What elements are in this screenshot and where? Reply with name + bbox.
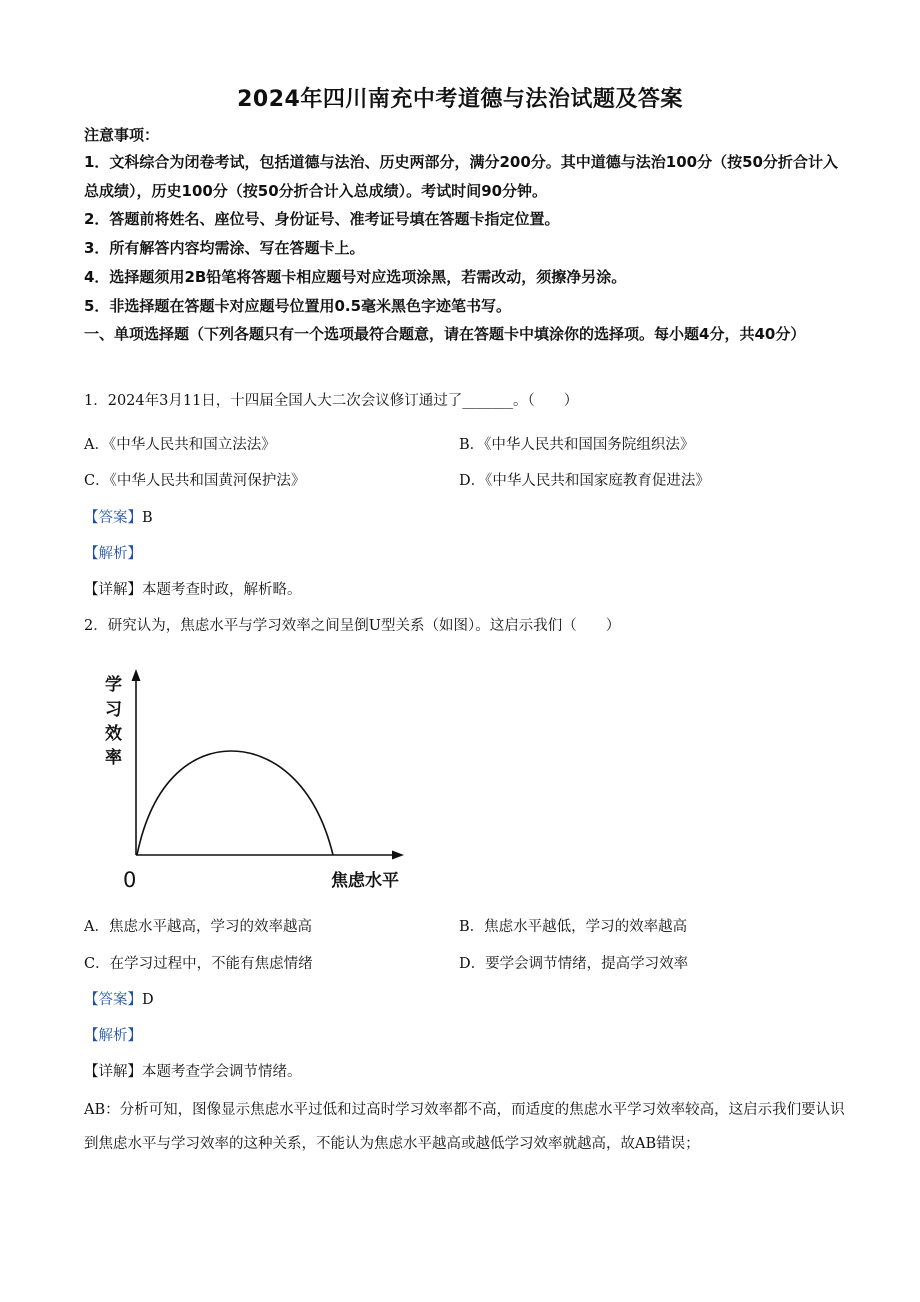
page-title: 2024年四川南充中考道德与法治试题及答案: [237, 87, 683, 112]
notice-item-4: 4．选择题须用2B铅笔将答题卡相应题号对应选项涂黑，若需改动，须擦净另涂。: [84, 268, 627, 286]
q2-answer-tag: 【答案】: [84, 992, 142, 1008]
notice-heading: 注意事项：: [84, 126, 160, 144]
q2-stem: 2．研究认为，焦虑水平与学习效率之间呈倒U型关系（如图）。这启示我们（ ）: [84, 618, 621, 634]
figure-y-arrow: [132, 669, 141, 681]
figure-x-arrow: [392, 851, 404, 860]
q2-option-b: B．焦虑水平越低，学习的效率越高: [459, 919, 688, 935]
section-heading: 一、单项选择题（下列各题只有一个选项最符合题意，请在答题卡中填涂你的选择项。每小题4分，共40分）: [84, 325, 806, 343]
q1-answer-tag: 【答案】: [84, 510, 142, 526]
q2-detail-text: 本题考查学会调节情绪。: [142, 1064, 302, 1080]
figure-curve: [137, 751, 333, 855]
q1-stem: 1．2024年3月11日，十四届全国人大二次会议修订通过了_______。（ ）: [84, 393, 579, 409]
q1-detail-tag: 【详解】: [84, 582, 142, 598]
notice-item-5: 5．非选择题在答题卡对应题号位置用0.5毫米黑色字迹笔书写。: [84, 297, 512, 315]
q2-detail-tag: 【详解】: [84, 1064, 142, 1080]
q2-ab-analysis: AB：分析可知，图像显示焦虑水平过低和过高时学习效率都不高，而适度的焦虑水平学习效率较高，这启示我们要认识到焦虑水平与学习效率的这种关系，不能认为焦虑水平越高或越低学习效率就越高，故AB错误；: [84, 1102, 845, 1152]
q2-option-d: D．要学会调节情绪，提高学习效率: [459, 956, 689, 972]
q2-analysis-tag: 【解析】: [84, 1028, 142, 1044]
q1-option-d: D．《中华人民共和国家庭教育促进法》: [459, 473, 710, 489]
figure-y-label-char-1: 学: [105, 675, 122, 695]
q1-option-a: A．《中华人民共和国立法法》: [84, 437, 276, 453]
figure-y-label-char-2: 习: [105, 700, 122, 720]
figure-y-label-char-3: 效: [105, 724, 122, 744]
figure-origin-label: 0: [123, 868, 137, 892]
notice-item-2: 2．答题前将姓名、座位号、身份证号、准考证号填在答题卡指定位置。: [84, 210, 560, 228]
q1-analysis-tag: 【解析】: [84, 546, 142, 562]
q2-figure: [95, 665, 425, 895]
q1-answer-value: B: [142, 510, 153, 526]
q2-answer: [84, 988, 154, 1009]
figure-x-label: 焦虑水平: [331, 871, 399, 891]
q2-option-a: A．焦虑水平越高，学习的效率越高: [84, 919, 312, 935]
notice-item-1: 1．文科综合为闭卷考试，包括道德与法治、历史两部分，满分200分。其中道德与法治100分（按50分折合计入总成绩），历史100分（按50分折合计入总成绩）。考试时间90分钟。: [84, 153, 838, 200]
notice-item-3: 3．所有解答内容均需涂、写在答题卡上。: [84, 239, 365, 257]
q2-detail: [84, 1060, 302, 1081]
q2-answer-value: D: [142, 992, 154, 1008]
figure-y-label-char-4: 率: [105, 748, 122, 768]
q2-option-c: C．在学习过程中，不能有焦虑情绪: [84, 956, 313, 972]
q1-answer: [84, 506, 153, 527]
q1-detail: [84, 578, 302, 599]
q1-detail-text: 本题考查时政，解析略。: [142, 582, 302, 598]
q1-option-c: C．《中华人民共和国黄河保护法》: [84, 473, 306, 489]
q1-option-b: B．《中华人民共和国国务院组织法》: [459, 437, 695, 453]
